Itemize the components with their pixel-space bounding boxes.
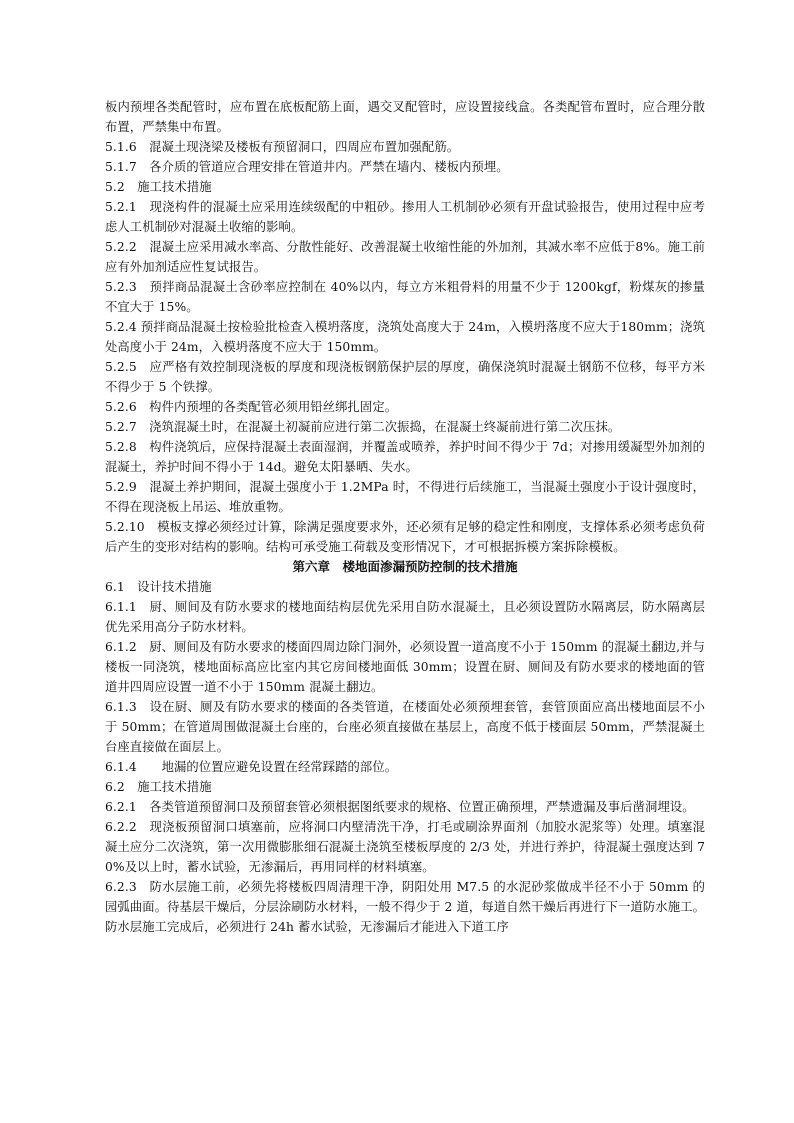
- paragraph-5-2-6: 5.2.6 构件内预埋的各类配管必须用铅丝绑扎固定。: [105, 400, 398, 414]
- paragraph-5-2-7: 5.2.7 浇筑混凝土时，在混凝土初凝前应进行第二次振捣，在混凝土终凝前进行第二次压抹。: [105, 420, 621, 434]
- document-page: [105, 97, 705, 937]
- paragraph-5-2-10: 5.2.10 模板支撑必须经过计算，除满足强度要求外，还必须有足够的稳定性和刚度，支撑体系必须考虑负荷后产生的变形对结构的影响。结构可承受施工荷载及变形情况下，才可根据拆模方案拆除模板。: [105, 520, 705, 554]
- paragraph-5-1-7: 5.1.7 各介质的管道应合理安排在管道井内。严禁在墙内、楼板内预埋。: [105, 160, 509, 174]
- paragraph-6-1-3: 6.1.3 设在厨、厕及有防水要求的楼面的各类管道，在楼面处必须预埋套管，套管顶面应高出楼地面层不小于 50mm；在管道周围做混凝土台座的，台座必须直接做在基层上，高度不低于楼面层 50mm，严禁混凝土台座直接做在面层上。: [105, 700, 705, 754]
- paragraph-continuation: 板内预埋各类配管时，应布置在底板配筋上面，遇交叉配管时，应设置接线盒。各类配管布置时，应合理分散布置，严禁集中布置。: [105, 100, 705, 134]
- paragraph-5-2-2: 5.2.2 混凝土应采用减水率高、分散性能好、改善混凝土收缩性能的外加剂，其减水率不应低于8%。施工前应有外加剂适应性复试报告。: [105, 240, 705, 274]
- paragraph-6-2-2: 6.2.2 现浇板预留洞口填塞前，应将洞口内壁清洗干净，打毛或刷涂界面剂（加胶水泥浆等）处理。填塞混凝土应分二次浇筑，第一次用微膨胀细石混凝土浇筑至楼板厚度的 2/3 处，并进行养护，待混凝土强度达到 70%及以上时，蓄水试验，无渗漏后，再用同样的材料填塞。: [105, 820, 705, 874]
- paragraph-5-2-5: 5.2.5 应严格有效控制现浇板的厚度和现浇板钢筋保护层的厚度，确保浇筑时混凝土钢筋不位移，每平方米不得少于 5 个铁撑。: [105, 360, 705, 394]
- paragraph-6-1-4: 6.1.4 地漏的位置应避免设置在经常踩踏的部位。: [105, 760, 398, 774]
- section-heading-5-2: 5.2 施工技术措施: [105, 180, 212, 194]
- paragraph-5-2-4: 5.2.4 预拌商品混凝土按检验批检查入模坍落度，浇筑处高度大于 24m，入模坍落度不应大于180mm；浇筑处高度小于 24m，入模坍落度不应大于 150mm。: [105, 320, 705, 354]
- section-heading-6-1: 6.1 设计技术措施: [105, 580, 212, 594]
- chapter-title: 第六章 楼地面渗漏预防控制的技术措施: [292, 559, 518, 574]
- paragraph-6-1-1: 6.1.1 厨、厕间及有防水要求的楼地面结构层优先采用自防水混凝土，且必须设置防水隔离层，防水隔离层优先采用高分子防水材料。: [105, 600, 705, 634]
- paragraph-6-2-3: 6.2.3 防水层施工前，必须先将楼板四周清理干净，阴阳处用 M7.5 的水泥砂浆做成半径不小于 50mm 的园弧曲面。待基层干燥后，分层涂刷防水材料，一般不得少于 2 道，每道自然干燥后再进行下一道防水施工。防水层施工完成后，必须进行 24h 蓄水试验，无渗漏后才能进入下道工序: [105, 880, 705, 934]
- paragraph-5-1-6: 5.1.6 混凝土现浇梁及楼板有预留洞口，四周应布置加强配筋。: [105, 140, 460, 154]
- paragraph-6-2-1: 6.2.1 各类管道预留洞口及预留套管必须根据图纸要求的规格、位置正确预埋，严禁遗漏及事后凿洞埋设。: [105, 800, 695, 814]
- paragraph-5-2-9: 5.2.9 混凝土养护期间，混凝土强度小于 1.2MPa 时，不得进行后续施工，当混凝土强度小于设计强度时，不得在现浇板上吊运、堆放重物。: [105, 480, 705, 514]
- paragraph-5-2-1: 5.2.1 现浇构件的混凝土应采用连续级配的中粗砂。掺用人工机制砂必须有开盘试验报告，使用过程中应考虑人工机制砂对混凝土收缩的影响。: [105, 200, 705, 234]
- section-heading-6-2: 6.2 施工技术措施: [105, 780, 212, 794]
- paragraph-5-2-8: 5.2.8 构件浇筑后，应保持混凝土表面湿润，并覆盖或喷养，养护时间不得少于 7d；对掺用缓凝型外加剂的混凝土，养护时间不得小于 14d。避免太阳暴晒、失水。: [105, 440, 705, 474]
- paragraph-5-2-3: 5.2.3 预拌商品混凝土含砂率应控制在 40%以内，每立方米粗骨料的用量不少于 1200kgf，粉煤灰的掺量不宜大于 15%。: [105, 280, 705, 314]
- paragraph-6-1-2: 6.1.2 厨、厕间及有防水要求的楼面四周边除门洞外，必须设置一道高度不小于 150mm 的混凝土翻边,并与楼板一同浇筑，楼地面标高应比室内其它房间楼地面低 30mm；设置在厨、厕间及有防水要求的楼地面的管道井四周应设置一道不小于 150mm 混凝土翻边。: [105, 640, 705, 694]
